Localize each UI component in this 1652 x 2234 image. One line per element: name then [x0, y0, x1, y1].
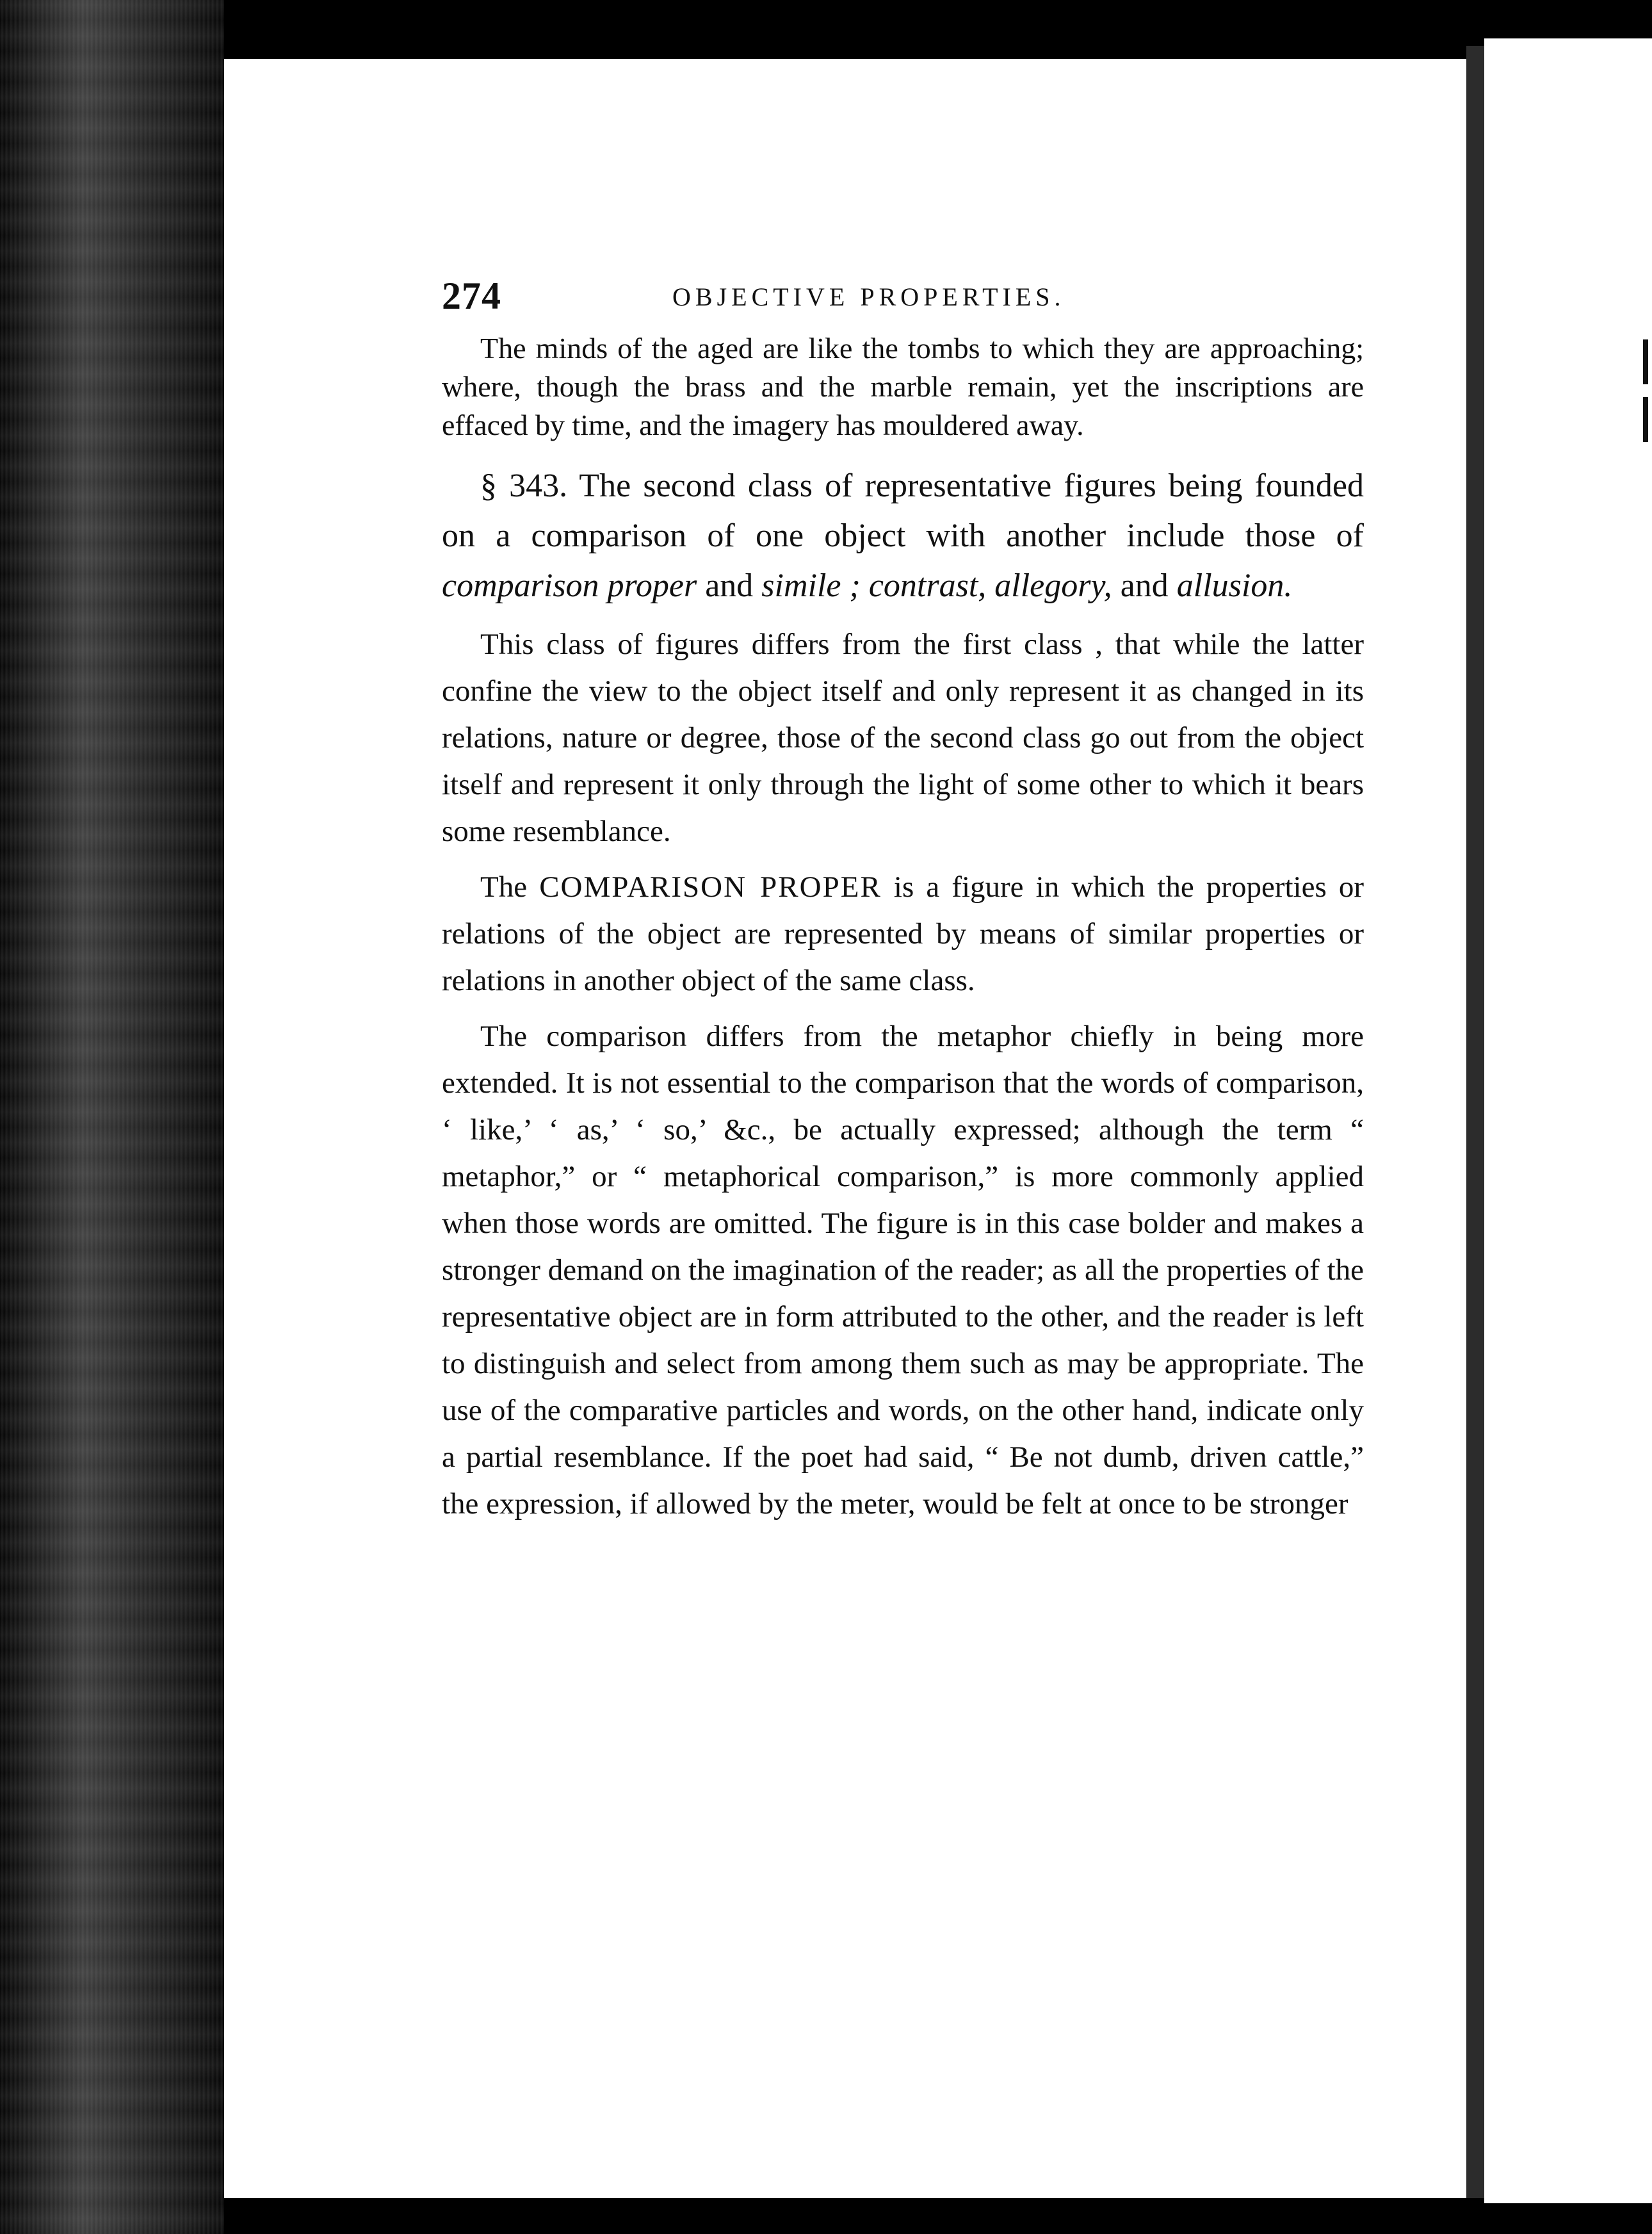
quotation-paragraph: The minds of the aged are like the tombs to which they are approaching; where, though the brass and the marble remain, yet the inscriptions are effaced by time, and the imagery has mouldered away. — [442, 332, 1364, 441]
term-comparison-proper: comparison proper — [442, 567, 697, 604]
comparison-proper-term: COMPARISON PROPER — [539, 870, 882, 904]
marbled-book-edge — [0, 0, 224, 2234]
section-343-paragraph — [442, 461, 1364, 611]
page-number: 274 — [442, 275, 501, 317]
section-343-text: and — [1112, 567, 1177, 604]
running-title: OBJECTIVE PROPERTIES. — [672, 282, 1065, 311]
adjacent-page-text-fragment — [1643, 339, 1648, 384]
comparison-metaphor-paragraph: The comparison differs from the metaphor chiefly in being more extended. It is not essential to the comparison that the words of comparison, ‘ like,’ ‘ as,’ ‘ so,’ &c., be actually expressed; although the term “ metaphor,” or “ metaphorical comparison,” is more commonly applied when those words are omitted. The figure is in this case bolder and makes a stronger demand on the imagination of the reader; as all the properties of the representative object are in form attributed to the other, and the reader is left to distinguish and select from among them such as may be appropriate. The use of the comparative particles and words, on the other hand, indicate only a partial resemblance. If the poet had said, “ Be not dumb, driven cattle,” the expression, if allowed by the meter, would be felt at once to be stronger — [442, 1020, 1364, 1521]
adjacent-page-text-fragment — [1643, 397, 1648, 442]
comparison-proper-paragraph — [442, 864, 1364, 1004]
section-343-text: and — [697, 567, 762, 604]
term-contrast-allegory: contrast, allegory, — [868, 567, 1112, 604]
page-content — [442, 269, 1364, 1537]
running-head — [442, 269, 1364, 320]
page-gutter — [1466, 46, 1484, 2198]
adjacent-page — [1484, 38, 1652, 2203]
comparison-proper-text: is a figure in which the properties or relations of the object are represented by means of similar properties or relations in another object of the same class. — [442, 870, 1364, 997]
class-difference-paragraph: This class of figures differs from the first class , that while the latter confine the view to the object itself and only represent it as changed in its relations, nature or degree, those of the second class go out from the object itself and represent it only through the light of some other to which it bears some resemblance. — [442, 628, 1364, 848]
term-simile: simile ; — [761, 567, 861, 604]
section-343-text: § 343. The second class of representative figures being founded on a comparison of one object with another include those of — [442, 468, 1364, 554]
comparison-proper-text: The — [480, 870, 540, 904]
term-allusion: allusion. — [1176, 567, 1293, 604]
section-343-text — [861, 567, 869, 604]
